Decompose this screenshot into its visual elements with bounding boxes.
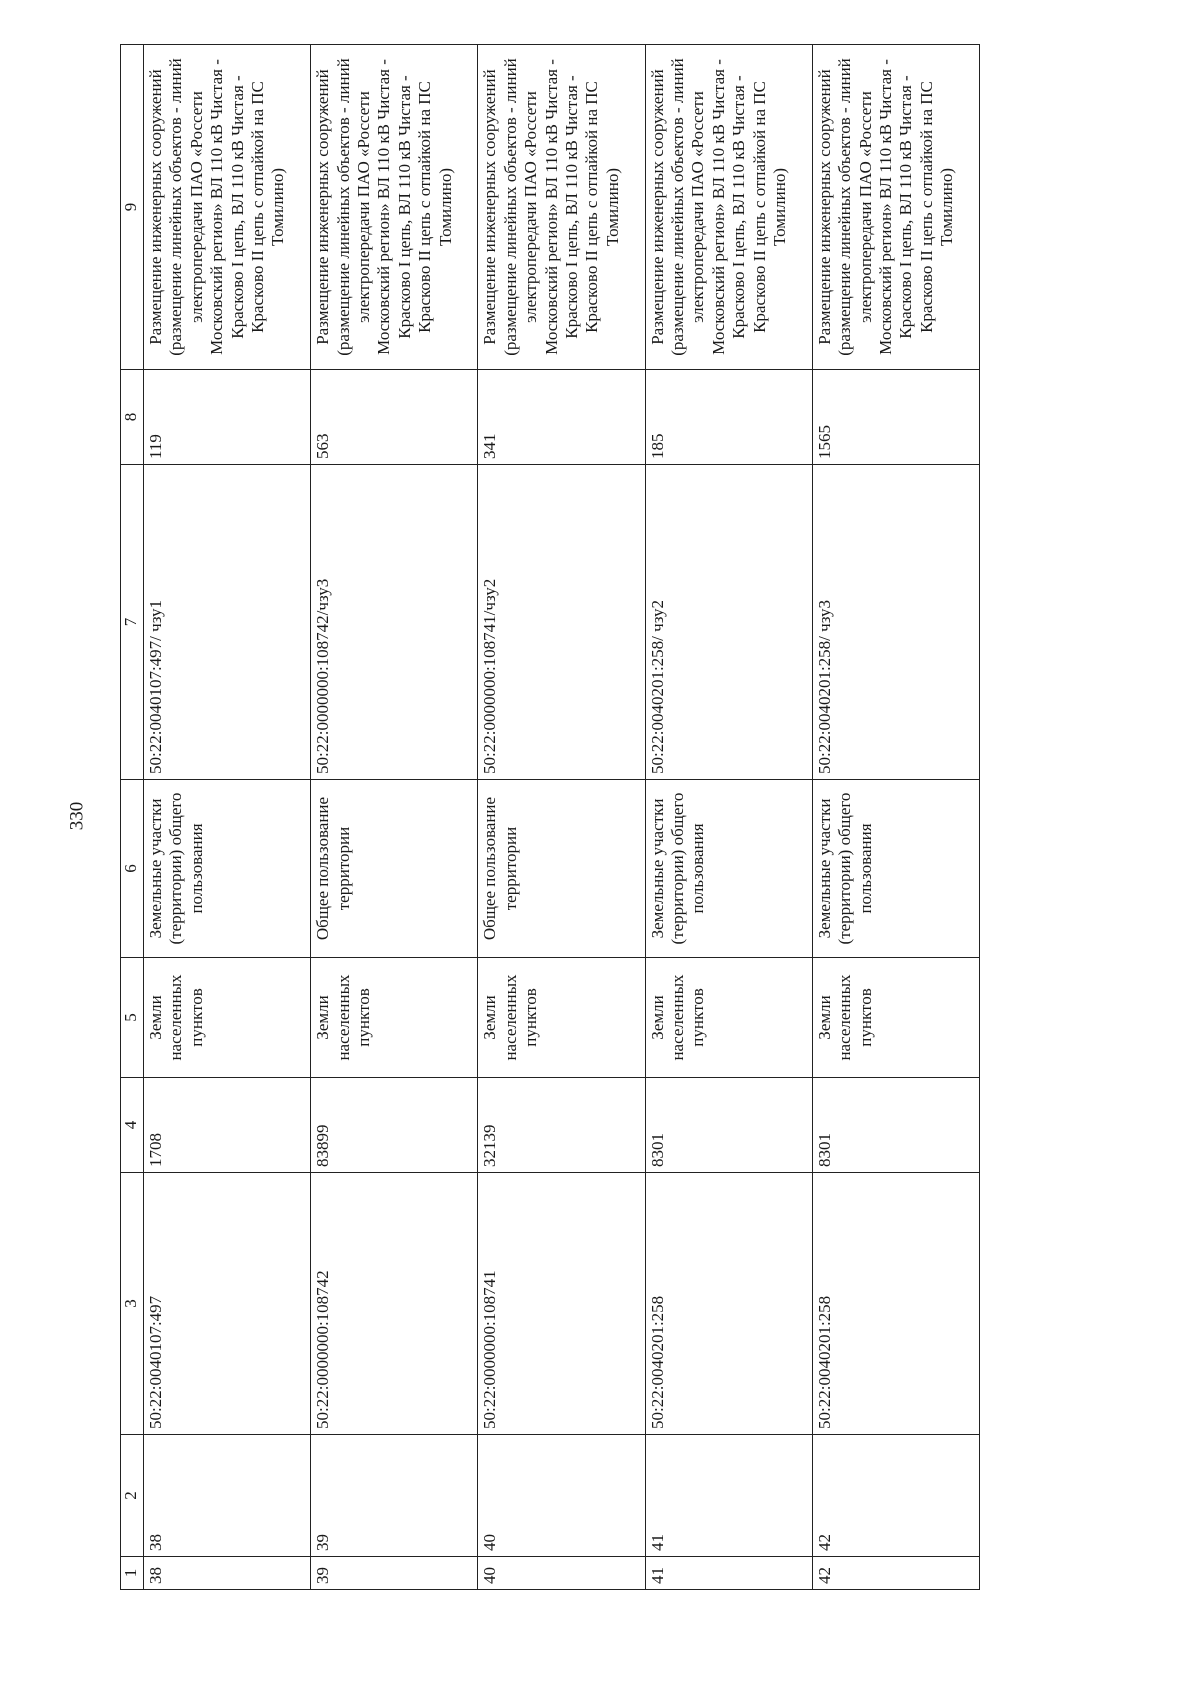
column-header: 8: [121, 370, 144, 465]
permitted-use: Земельные участки (территории) общего пользования: [812, 780, 979, 958]
servitude-area: 119: [144, 370, 311, 465]
cadastral-number: 50:22:0000000:108742: [311, 1173, 478, 1435]
servitude-purpose: Размещение инженерных сооружений (размещение линейных объектов - линий электропередачи ПАО «Россети Московский регион» ВЛ 110 кВ Чистая - Красково I цепь, ВЛ 110 кВ Чистая - Красково II цепь с отпайкой на ПС Томилино): [311, 45, 478, 370]
table-row: [812, 45, 979, 1590]
area-value: 8301: [645, 1078, 812, 1173]
permitted-use: Общее пользование территории: [478, 780, 645, 958]
row-number: 40: [478, 1557, 645, 1590]
land-category: Земли населенных пунктов: [144, 958, 311, 1078]
table-row: [144, 45, 311, 1590]
servitude-area: 185: [645, 370, 812, 465]
servitude-purpose: Размещение инженерных сооружений (размещение линейных объектов - линий электропередачи ПАО «Россети Московский регион» ВЛ 110 кВ Чистая - Красково I цепь, ВЛ 110 кВ Чистая - Красково II цепь с отпайкой на ПС Томилино): [812, 45, 979, 370]
permitted-use: Земельные участки (территории) общего пользования: [645, 780, 812, 958]
servitude-number: 50:22:0040201:258/ чзу2: [645, 465, 812, 780]
plot-number: 38: [144, 1435, 311, 1557]
page-number: 330: [66, 801, 88, 831]
servitude-purpose: Размещение инженерных сооружений (размещение линейных объектов - линий электропередачи ПАО «Россети Московский регион» ВЛ 110 кВ Чистая - Красково I цепь, ВЛ 110 кВ Чистая - Красково II цепь с отпайкой на ПС Томилино): [478, 45, 645, 370]
servitude-area: 341: [478, 370, 645, 465]
cadastral-number: 50:22:0000000:108741: [478, 1173, 645, 1435]
land-category: Земли населенных пунктов: [478, 958, 645, 1078]
column-number-header: [121, 45, 144, 1590]
land-category: Земли населенных пунктов: [311, 958, 478, 1078]
plot-number: 42: [812, 1435, 979, 1557]
land-category: Земли населенных пунктов: [812, 958, 979, 1078]
permitted-use: Общее пользование территории: [311, 780, 478, 958]
servitude-number: 50:22:0000000:108742/чзу3: [311, 465, 478, 780]
land-category: Земли населенных пунктов: [645, 958, 812, 1078]
servitude-purpose: Размещение инженерных сооружений (размещение линейных объектов - линий электропередачи ПАО «Россети Московский регион» ВЛ 110 кВ Чистая - Красково I цепь, ВЛ 110 кВ Чистая - Красково II цепь с отпайкой на ПС Томилино): [144, 45, 311, 370]
table-row: [478, 45, 645, 1590]
cadastral-number: 50:22:0040107:497: [144, 1173, 311, 1435]
row-number: 38: [144, 1557, 311, 1590]
servitude-number: 50:22:0040107:497/ чзу1: [144, 465, 311, 780]
table-row: [311, 45, 478, 1590]
column-header: 4: [121, 1078, 144, 1173]
column-header: 2: [121, 1435, 144, 1557]
cadastral-number: 50:22:0040201:258: [645, 1173, 812, 1435]
permitted-use: Земельные участки (территории) общего пользования: [144, 780, 311, 958]
area-value: 1708: [144, 1078, 311, 1173]
rotated-table-container: [120, 45, 980, 1590]
column-header: 5: [121, 958, 144, 1078]
cadastral-number: 50:22:0040201:258: [812, 1173, 979, 1435]
table-row: [645, 45, 812, 1590]
servitude-purpose: Размещение инженерных сооружений (размещение линейных объектов - линий электропередачи ПАО «Россети Московский регион» ВЛ 110 кВ Чистая - Красково I цепь, ВЛ 110 кВ Чистая - Красково II цепь с отпайкой на ПС Томилино): [645, 45, 812, 370]
column-header: 6: [121, 780, 144, 958]
column-header: 1: [121, 1557, 144, 1590]
plot-number: 40: [478, 1435, 645, 1557]
plot-number: 39: [311, 1435, 478, 1557]
servitude-number: 50:22:0040201:258/ чзу3: [812, 465, 979, 780]
row-number: 39: [311, 1557, 478, 1590]
area-value: 32139: [478, 1078, 645, 1173]
column-header: 3: [121, 1173, 144, 1435]
row-number: 42: [812, 1557, 979, 1590]
area-value: 8301: [812, 1078, 979, 1173]
servitude-area: 563: [311, 370, 478, 465]
row-number: 41: [645, 1557, 812, 1590]
area-value: 83899: [311, 1078, 478, 1173]
servitude-number: 50:22:0000000:108741/чзу2: [478, 465, 645, 780]
plot-number: 41: [645, 1435, 812, 1557]
column-header: 7: [121, 465, 144, 780]
servitude-area: 1565: [812, 370, 979, 465]
column-header: 9: [121, 45, 144, 370]
land-plots-table: [120, 44, 980, 1590]
